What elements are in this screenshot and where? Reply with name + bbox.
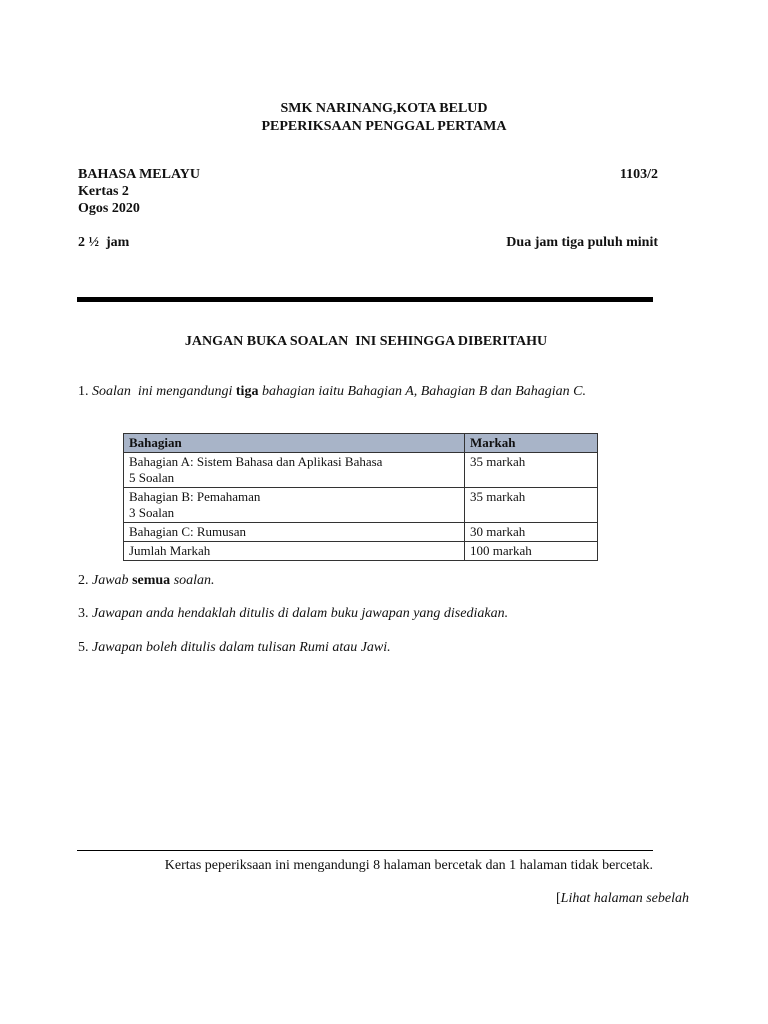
instruction-2-pre: Jawab (92, 573, 129, 588)
instruction-3 (78, 605, 508, 622)
instruction-1-pre: Soalan ini mengandungi (92, 384, 233, 399)
instruction-1-num: 1. (78, 384, 89, 399)
section-questions: 5 Soalan (129, 470, 175, 485)
section-questions: 3 Soalan (129, 505, 175, 520)
duration-short: 2 ½ jam (78, 235, 130, 250)
exam-date: Ogos 2020 (78, 201, 140, 216)
table-row (124, 488, 598, 523)
school-name: SMK NARINANG,KOTA BELUD (280, 101, 488, 116)
section-name: Bahagian C: Rumusan (129, 524, 246, 539)
subject-name: BAHASA MELAYU (78, 167, 201, 182)
marks-table (123, 433, 598, 561)
instruction-2 (78, 572, 215, 589)
marks-cell: 35 markah (465, 453, 598, 488)
table-row (124, 453, 598, 488)
instruction-1-post: bahagian iaitu Bahagian A, Bahagian B dan Bahagian C. (261, 384, 587, 399)
instruction-3-text: Jawapan anda hendaklah ditulis di dalam buku jawapan yang disediakan. (92, 606, 509, 621)
paper-number: Kertas 2 (78, 184, 129, 199)
header-markah: Markah (465, 434, 598, 453)
instruction-3-num: 3. (78, 606, 89, 621)
section-cell (124, 453, 465, 488)
instruction-2-post: soalan. (173, 573, 215, 588)
page-count-note: Kertas peperiksaan ini mengandungi 8 halaman bercetak dan 1 halaman tidak bercetak. (164, 858, 653, 873)
section-cell (124, 488, 465, 523)
marks-cell: 35 markah (465, 488, 598, 523)
table-header-row (124, 434, 598, 453)
instruction-5-text: Jawapan boleh ditulis dalam tulisan Rumi atau Jawi. (92, 640, 391, 655)
instruction-5 (78, 639, 391, 656)
total-marks-cell: 100 markah (465, 542, 598, 561)
instruction-2-num: 2. (78, 573, 89, 588)
instruction-5-num: 5. (78, 640, 89, 655)
next-page-text: Lihat halaman sebelah (560, 891, 689, 906)
instruction-1-bold: tiga (235, 384, 259, 399)
thick-divider (77, 297, 653, 302)
table-row (124, 523, 598, 542)
subject-code: 1103/2 (619, 167, 658, 182)
instruction-1 (78, 383, 586, 400)
table-row-total (124, 542, 598, 561)
next-page-bracket: [ (555, 891, 561, 906)
marks-cell: 30 markah (465, 523, 598, 542)
header-bahagian: Bahagian (124, 434, 465, 453)
duration-long: Dua jam tiga puluh minit (506, 235, 658, 250)
section-name: Bahagian A: Sistem Bahasa dan Aplikasi Bahasa (129, 454, 383, 469)
instruction-2-bold: semua (132, 573, 171, 588)
warning-text: JANGAN BUKA SOALAN INI SEHINGGA DIBERITAHU (184, 334, 548, 349)
footer-divider (77, 850, 653, 851)
next-page-note (400, 890, 689, 907)
exam-title: PEPERIKSAAN PENGGAL PERTAMA (261, 119, 507, 134)
section-name: Bahagian B: Pemahaman (129, 489, 261, 504)
total-label-cell: Jumlah Markah (124, 542, 465, 561)
section-cell (124, 523, 465, 542)
